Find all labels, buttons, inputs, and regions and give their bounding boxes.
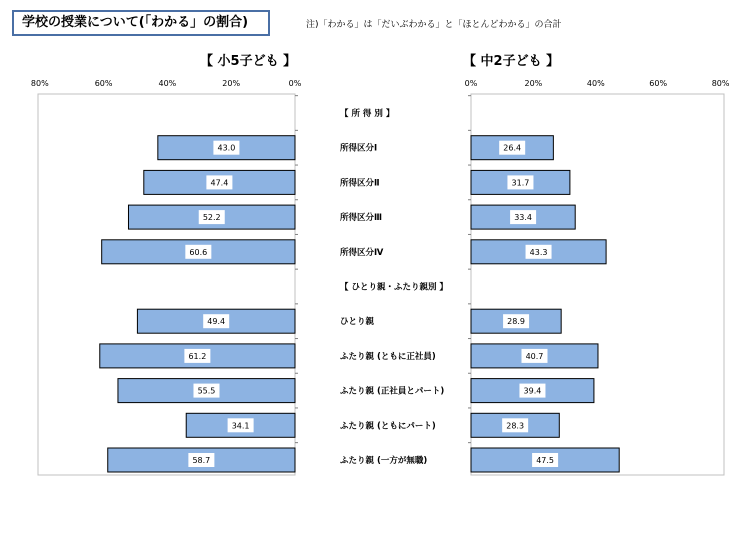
- category-label: 所得区分Ⅰ: [340, 143, 378, 154]
- left-data-label: 49.4: [207, 317, 226, 327]
- category-label: 所得区分Ⅳ: [340, 247, 384, 258]
- right-tick-label: 0%: [464, 79, 478, 88]
- left-data-label: 61.2: [188, 351, 207, 361]
- left-data-label: 43.0: [217, 143, 236, 153]
- left-tick-label: 40%: [158, 79, 177, 88]
- right-tick-label: 40%: [586, 79, 605, 88]
- category-group-header: 【 ひとり親・ふたり親別 】: [340, 282, 448, 293]
- category-label: ふたり親 (正社員とパート): [340, 386, 445, 397]
- left-data-label: 55.5: [197, 386, 216, 396]
- right-data-label: 33.4: [514, 213, 533, 223]
- left-data-label: 34.1: [231, 421, 250, 431]
- right-data-label: 39.4: [523, 386, 542, 396]
- left-tick-label: 0%: [288, 79, 302, 88]
- right-data-label: 31.7: [511, 178, 530, 188]
- right-panel-title: 【 中2子ども 】: [463, 54, 560, 69]
- right-tick-label: 60%: [649, 79, 668, 88]
- left-data-label: 60.6: [189, 247, 208, 257]
- category-label: ひとり親: [340, 317, 375, 328]
- left-data-label: 52.2: [202, 213, 221, 223]
- right-data-label: 26.4: [503, 143, 522, 153]
- left-data-label: 47.4: [210, 178, 229, 188]
- category-group-header: 【 所 得 別 】: [340, 109, 395, 119]
- right-data-label: 40.7: [525, 351, 544, 361]
- left-tick-label: 80%: [30, 79, 49, 88]
- chart-note: 注)「わかる」は「だいぶわかる」と「ほとんどわかる」の合計: [306, 20, 562, 30]
- left-tick-label: 60%: [94, 79, 113, 88]
- category-label: ふたり親 (ともにパート): [340, 421, 436, 432]
- left-tick-label: 20%: [222, 79, 241, 88]
- left-panel-title: 【 小5子ども 】: [200, 54, 297, 69]
- right-data-label: 28.9: [507, 317, 525, 327]
- category-label: 所得区分Ⅲ: [340, 213, 383, 224]
- category-label: ふたり親 (一方が無職): [340, 456, 428, 466]
- category-label: ふたり親 (ともに正社員): [340, 351, 436, 362]
- page-title: 学校の授業について(「わかる」の割合): [12, 10, 270, 36]
- right-data-label: 47.5: [536, 456, 555, 465]
- right-data-label: 28.3: [506, 421, 525, 431]
- category-label: 所得区分Ⅱ: [340, 178, 380, 189]
- right-tick-label: 20%: [524, 79, 543, 88]
- right-tick-label: 80%: [711, 79, 730, 88]
- left-data-label: 58.7: [192, 456, 211, 465]
- right-data-label: 43.3: [529, 247, 548, 257]
